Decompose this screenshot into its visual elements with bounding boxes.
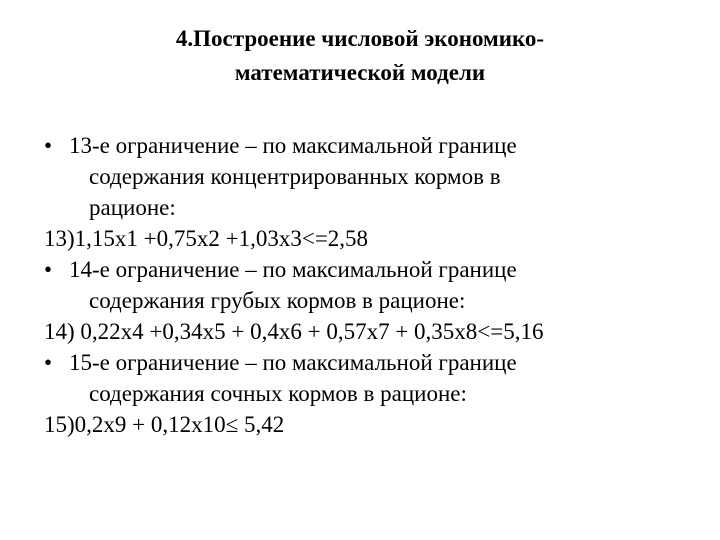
bullet-constraint-13 <box>44 130 704 223</box>
bullet-text-line: содержания концентрированных кормов в <box>89 164 501 189</box>
bullet-text-line: содержания сочных кормов в рационе: <box>89 381 467 406</box>
bullet-text-line: 15-е ограничение – по максимальной границе <box>69 350 517 375</box>
bullet-icon: • <box>44 257 53 282</box>
bullet-text-line: содержания грубых кормов в рационе: <box>89 288 466 313</box>
slide-title <box>80 22 640 90</box>
bullet-constraint-14 <box>44 254 704 316</box>
bullet-icon: • <box>44 133 53 158</box>
formula-14: 14) 0,22х4 +0,34х5 + 0,4х6 + 0,57х7 + 0,35х8<=5,16 <box>44 319 544 344</box>
bullet-text-line: 14-е ограничение – по максимальной границе <box>69 257 517 282</box>
formula-15: 15)0,2х9 + 0,12х10≤ 5,42 <box>44 412 285 437</box>
bullet-text-line: 13-е ограничение – по максимальной границе <box>69 133 517 158</box>
title-line-2: математической модели <box>234 60 486 85</box>
bullet-constraint-15 <box>44 347 704 409</box>
bullet-icon: • <box>44 350 53 375</box>
title-line-1: 4.Построение числовой экономико- <box>175 26 545 51</box>
formula-13: 13)1,15х1 +0,75х2 +1,03х3<=2,58 <box>44 226 369 251</box>
bullet-text-line: рационе: <box>89 195 176 220</box>
slide-body <box>44 130 704 440</box>
